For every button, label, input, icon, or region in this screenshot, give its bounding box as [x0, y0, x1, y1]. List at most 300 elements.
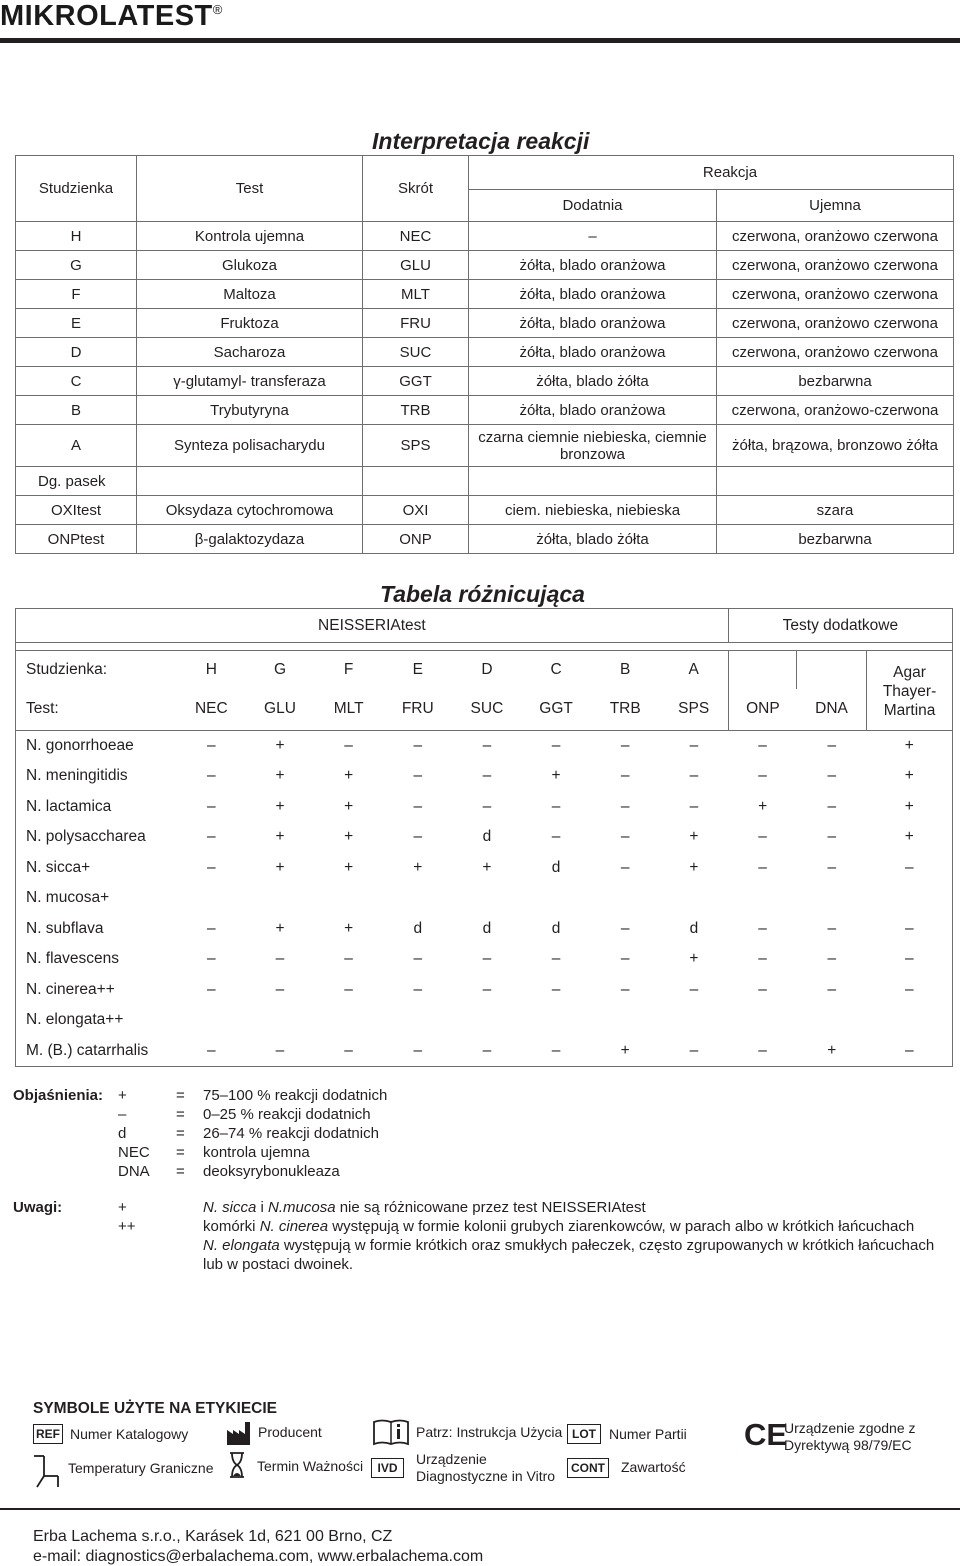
registered-mark: ® [212, 2, 223, 17]
result-cell: – [827, 919, 837, 937]
explanation-equals: = [176, 1106, 185, 1123]
result-cell: – [482, 980, 492, 998]
brand-logo [0, 0, 223, 33]
result-cell: – [314, 1036, 383, 1067]
table-row [16, 338, 954, 367]
note-symbol: ++ [118, 1218, 136, 1235]
result-cell [797, 883, 867, 914]
differentiation-title: Tabela różnicująca [380, 581, 585, 607]
organism-name: N. flavescens [16, 944, 178, 975]
result-cell: – [758, 828, 767, 846]
cell-test: Synteza polisacharydu [137, 425, 363, 467]
organism-name: N. meningitidis [16, 761, 178, 792]
result-cell: – [413, 980, 423, 998]
dg-strip-label: Dg. pasek [16, 467, 137, 496]
header-negative: Ujemna [717, 190, 954, 222]
contents-label: Zawartość [621, 1459, 686, 1475]
result-cell: – [551, 950, 561, 968]
note-text: występują w formie kolonii grubych ziarenkowców, w parach albo w krótkich łańcuchach [328, 1218, 915, 1235]
result-cell: d [551, 858, 561, 876]
company-contact: e-mail: diagnostics@erbalachema.com, www.erbalachema.com [33, 1548, 484, 1565]
result-cell: – [867, 975, 953, 1006]
result-cell: + [867, 822, 953, 853]
explanation-text: kontrola ujemna [203, 1144, 310, 1161]
result-cell: – [620, 858, 630, 876]
cell-well: H [16, 222, 137, 251]
cell-abbr: ONP [363, 525, 469, 554]
cell-negative: czerwona, oranżowo-czerwona [717, 396, 954, 425]
ce-mark-icon: CE [744, 1417, 788, 1452]
explanations-label: Objaśnienia: [13, 1087, 104, 1104]
result-cell: – [551, 828, 561, 846]
cell-positive: żółta, blado oranżowa [469, 309, 717, 338]
cell-well: A [16, 425, 137, 467]
header-abbr: Skrót [363, 156, 469, 222]
cell-well: E [16, 309, 137, 338]
result-cell: – [758, 919, 767, 937]
result-cell: – [207, 980, 216, 998]
result-cell: – [827, 980, 837, 998]
well-cell: C [521, 651, 591, 689]
result-cell: – [620, 737, 630, 754]
result-cell [797, 1005, 867, 1036]
cell-well: ONPtest [16, 525, 137, 554]
table-row [16, 761, 953, 792]
result-cell: – [620, 797, 630, 815]
header-well: Studzienka [16, 156, 137, 222]
well-cell: H [177, 651, 246, 689]
cell-abbr: TRB [363, 396, 469, 425]
result-cell: + [344, 767, 354, 785]
table-row [16, 914, 953, 945]
cell-positive: ciem. niebieska, niebieska [469, 496, 717, 525]
cell-test: Maltoza [137, 280, 363, 309]
cell-negative: bezbarwna [717, 367, 954, 396]
result-cell: – [275, 980, 285, 998]
lot-label: Numer Partii [609, 1426, 687, 1442]
explanation-row [13, 1162, 387, 1181]
explanation-symbol: – [118, 1106, 127, 1123]
result-cell: + [275, 828, 285, 846]
extra-tests-group: Testy dodatkowe [728, 609, 952, 643]
cell-test: β-galaktozydaza [137, 525, 363, 554]
instructions-label: Patrz: Instrukcja Użycia [416, 1424, 563, 1440]
result-cell: – [344, 737, 353, 754]
header-positive: Dodatnia [469, 190, 717, 222]
result-cell: + [344, 797, 354, 815]
test-cell: MLT [314, 689, 383, 731]
result-cell: + [275, 797, 285, 815]
cell-positive: żółta, blado żółta [469, 367, 717, 396]
organism-name: N. lactamica [16, 792, 178, 823]
explanation-symbol: d [118, 1125, 127, 1142]
well-cell: G [246, 651, 315, 689]
result-cell [521, 1005, 591, 1036]
result-cell: – [827, 950, 837, 968]
test-cell: GLU [246, 689, 315, 731]
ref-label: Numer Katalogowy [70, 1426, 189, 1442]
result-cell [867, 1005, 953, 1036]
result-cell: – [551, 737, 561, 754]
result-cell: + [482, 858, 492, 876]
result-cell: – [413, 828, 423, 846]
result-cell [177, 883, 246, 914]
explanations [13, 1086, 387, 1181]
note-species: N. cinerea [259, 1218, 329, 1235]
result-cell: + [275, 858, 285, 876]
table-row [16, 822, 953, 853]
table-row [16, 1036, 953, 1067]
cell-abbr: GLU [363, 251, 469, 280]
test-row-label: Test: [16, 689, 178, 731]
result-cell: + [413, 858, 423, 876]
cell-negative: czerwona, oranżowo czerwona [717, 280, 954, 309]
table-row [16, 425, 954, 467]
result-cell: + [797, 1036, 867, 1067]
result-cell: – [482, 797, 492, 815]
result-cell: – [620, 950, 630, 968]
result-cell: – [867, 853, 953, 884]
table-row [16, 251, 954, 280]
cell-negative: bezbarwna [717, 525, 954, 554]
organism-name: N. cinerea++ [16, 975, 178, 1006]
organism-name: N. subflava [16, 914, 178, 945]
result-cell: – [689, 767, 699, 785]
note-species: N. elongata [203, 1237, 280, 1254]
result-cell: – [758, 737, 767, 754]
note-text: i [256, 1199, 269, 1216]
cell-abbr: GGT [363, 367, 469, 396]
note-row [13, 1217, 958, 1236]
well-cell: F [314, 651, 383, 689]
table-row [16, 792, 953, 823]
result-cell: – [482, 737, 492, 754]
table-row [16, 944, 953, 975]
result-cell: – [758, 980, 767, 998]
result-cell: + [591, 1036, 660, 1067]
book-info-icon [372, 1418, 410, 1446]
well-row-label: Studzienka: [16, 651, 178, 689]
explanation-row [13, 1124, 387, 1143]
cell-positive: – [469, 222, 717, 251]
explanation-text: deoksyrybonukleaza [203, 1163, 340, 1180]
result-cell: – [689, 797, 699, 815]
explanation-equals: = [176, 1144, 185, 1161]
result-cell [246, 883, 315, 914]
note-text: komórki [203, 1218, 260, 1235]
explanation-text: 26–74 % reakcji dodatnich [203, 1125, 379, 1142]
header-test: Test [137, 156, 363, 222]
result-cell: – [620, 767, 630, 785]
well-cell: D [453, 651, 522, 689]
explanation-equals: = [176, 1125, 185, 1142]
test-cell: SPS [660, 689, 729, 731]
result-cell [591, 883, 660, 914]
result-cell: – [275, 950, 285, 968]
result-cell: d [482, 828, 492, 846]
neisseria-test-group: NEISSERIAtest [16, 609, 729, 643]
table-row [16, 222, 954, 251]
cell-test: Trybutyryna [137, 396, 363, 425]
cell-test: Sacharoza [137, 338, 363, 367]
table-row [16, 467, 954, 496]
result-cell: – [620, 919, 630, 937]
ce-label: Urządzenie zgodne z Dyrektywą 98/79/EC [784, 1420, 916, 1453]
test-cell: SUC [453, 689, 522, 731]
differentiation-table [15, 608, 953, 1067]
explanation-symbol: NEC [118, 1144, 150, 1161]
cell-abbr: NEC [363, 222, 469, 251]
result-cell: – [620, 980, 630, 998]
result-cell: d [689, 919, 699, 937]
result-cell: – [207, 919, 216, 937]
result-cell [453, 1005, 522, 1036]
result-cell [246, 1005, 315, 1036]
notes [13, 1198, 958, 1274]
result-cell: – [660, 1036, 729, 1067]
interpretation-title: Interpretacja reakcji [372, 128, 590, 154]
cell-negative: czerwona, oranżowo czerwona [717, 251, 954, 280]
company-address: Erba Lachema s.r.o., Karásek 1d, 621 00 Brno, CZ [33, 1528, 393, 1545]
table-row [16, 525, 954, 554]
table-row [16, 1005, 953, 1036]
cell-test: Oksydaza cytochromowa [137, 496, 363, 525]
table-row [16, 731, 953, 762]
result-cell: – [620, 828, 630, 846]
note-species: N.mucosa [268, 1199, 336, 1216]
result-cell: – [867, 944, 953, 975]
cell-abbr: SUC [363, 338, 469, 367]
explanation-symbol: DNA [118, 1163, 150, 1180]
ivd-symbol: IVD [371, 1458, 404, 1478]
cell-positive: żółta, blado oranżowa [469, 251, 717, 280]
result-cell: + [867, 792, 953, 823]
result-cell [383, 1005, 453, 1036]
result-cell: + [275, 737, 285, 754]
cell-negative: czerwona, oranżowo czerwona [717, 309, 954, 338]
test-cell: NEC [177, 689, 246, 731]
cell-well: D [16, 338, 137, 367]
result-cell: + [275, 767, 285, 785]
cell-negative: żółta, brązowa, bronzowo żółta [717, 425, 954, 467]
result-cell [314, 883, 383, 914]
result-cell: – [827, 828, 837, 846]
well-cell: E [383, 651, 453, 689]
result-cell: – [827, 797, 837, 815]
cell-abbr: MLT [363, 280, 469, 309]
result-cell: – [867, 1036, 953, 1067]
cell-test: γ-glutamyl- transferaza [137, 367, 363, 396]
cell-positive: żółta, blado oranżowa [469, 396, 717, 425]
table-row [16, 496, 954, 525]
result-cell [591, 1005, 660, 1036]
note-symbol: + [118, 1199, 127, 1216]
brand-name: MIKROLATEST [0, 0, 213, 32]
well-cell: B [591, 651, 660, 689]
result-cell: – [728, 1036, 797, 1067]
result-cell: – [827, 737, 837, 754]
result-cell: + [867, 761, 953, 792]
result-cell: + [275, 919, 285, 937]
result-cell [453, 883, 522, 914]
header-reaction: Reakcja [469, 156, 954, 190]
explanation-text: 0–25 % reakcji dodatnich [203, 1106, 371, 1123]
note-text: występują w formie krótkich oraz smukłych pałeczek, często zgrupowanych w krótkich łańcuchach lub w postaci dwoinek. [203, 1237, 935, 1273]
cell-positive: żółta, blado żółta [469, 525, 717, 554]
result-cell: – [344, 950, 353, 968]
explanation-equals: = [176, 1087, 185, 1104]
explanation-equals: = [176, 1163, 185, 1180]
organism-name: N. gonorrhoeae [16, 731, 178, 762]
factory-icon [226, 1420, 252, 1446]
cell-abbr: OXI [363, 496, 469, 525]
cell-positive: żółta, blado oranżowa [469, 280, 717, 309]
test-cell: ONP [728, 689, 797, 731]
result-cell: – [689, 980, 699, 998]
result-cell [383, 883, 453, 914]
agar-header: Agar Thayer-Martina [867, 651, 953, 731]
result-cell: – [689, 737, 699, 754]
result-cell: + [867, 731, 953, 762]
temperature-label: Temperatury Graniczne [68, 1460, 214, 1476]
result-cell [867, 883, 953, 914]
test-cell: GGT [521, 689, 591, 731]
table-row [16, 280, 954, 309]
result-cell: – [246, 1036, 315, 1067]
result-cell: – [482, 950, 492, 968]
result-cell [728, 1005, 797, 1036]
result-cell: d [551, 919, 561, 937]
result-cell: + [344, 858, 354, 876]
thermometer-icon [32, 1450, 60, 1488]
organism-name: M. (B.) catarrhalis [16, 1036, 178, 1067]
test-cell: FRU [383, 689, 453, 731]
result-cell: – [207, 767, 216, 785]
cell-test: Kontrola ujemna [137, 222, 363, 251]
explanation-row [13, 1105, 387, 1124]
result-cell: – [207, 797, 216, 815]
result-cell [728, 883, 797, 914]
result-cell: – [177, 1036, 246, 1067]
table-row [16, 883, 953, 914]
result-cell [660, 1005, 729, 1036]
result-cell: – [413, 767, 423, 785]
result-cell [177, 1005, 246, 1036]
lot-symbol: LOT [567, 1424, 601, 1444]
result-cell [521, 883, 591, 914]
organism-name: N. polysaccharea [16, 822, 178, 853]
result-cell: d [413, 919, 423, 937]
test-cell: TRB [591, 689, 660, 731]
result-cell [660, 883, 729, 914]
producer-label: Producent [258, 1424, 322, 1440]
symbols-title: SYMBOLE UŻYTE NA ETYKIECIE [33, 1400, 278, 1417]
result-cell: – [551, 797, 561, 815]
result-cell: – [827, 858, 837, 876]
table-row [16, 853, 953, 884]
organism-name: N. elongata++ [16, 1005, 178, 1036]
result-cell: – [453, 1036, 522, 1067]
result-cell: – [827, 767, 837, 785]
table-row [16, 309, 954, 338]
cell-well: G [16, 251, 137, 280]
result-cell: – [758, 767, 767, 785]
test-cell: DNA [797, 689, 867, 731]
cell-well: C [16, 367, 137, 396]
notes-label: Uwagi: [13, 1199, 63, 1216]
result-cell: – [207, 950, 216, 968]
hourglass-icon [228, 1451, 246, 1479]
cell-test: Glukoza [137, 251, 363, 280]
note-row [13, 1236, 958, 1274]
cell-well: B [16, 396, 137, 425]
cell-negative: czerwona, oranżowo czerwona [717, 222, 954, 251]
result-cell: – [383, 1036, 453, 1067]
result-cell: – [344, 980, 353, 998]
footer-divider [0, 1508, 960, 1510]
table-row [16, 367, 954, 396]
cell-abbr: FRU [363, 309, 469, 338]
organism-name: N. mucosa+ [16, 883, 178, 914]
expiry-label: Termin Ważności [257, 1458, 364, 1474]
cell-negative: czerwona, oranżowo czerwona [717, 338, 954, 367]
interpretation-table [15, 155, 954, 554]
explanation-text: 75–100 % reakcji dodatnich [203, 1087, 388, 1104]
result-cell: – [413, 797, 423, 815]
explanation-row [13, 1143, 387, 1162]
result-cell: – [551, 980, 561, 998]
cell-well: F [16, 280, 137, 309]
explanation-row [13, 1086, 387, 1105]
ref-symbol: REF [33, 1424, 63, 1444]
cell-positive: żółta, blado oranżowa [469, 338, 717, 367]
table-row [16, 975, 953, 1006]
result-cell: – [482, 767, 492, 785]
result-cell: + [344, 828, 354, 846]
organism-name: N. sicca+ [16, 853, 178, 884]
result-cell: d [482, 919, 492, 937]
result-cell: – [758, 950, 767, 968]
note-row [13, 1198, 958, 1217]
result-cell: + [689, 858, 699, 876]
cell-positive: czarna ciemnie niebieska, ciemnie bronzowa [469, 425, 717, 467]
result-cell: + [551, 767, 561, 785]
result-cell: – [521, 1036, 591, 1067]
ivd-label: Urządzenie Diagnostyczne in Vitro [416, 1451, 556, 1484]
result-cell: – [207, 858, 216, 876]
result-cell: + [689, 828, 699, 846]
result-cell: – [758, 858, 767, 876]
result-cell: – [413, 950, 423, 968]
result-cell: + [689, 950, 699, 968]
well-cell: A [660, 651, 729, 689]
explanation-symbol: + [118, 1087, 127, 1104]
header-divider [0, 38, 960, 43]
result-cell: – [867, 914, 953, 945]
cell-well: OXItest [16, 496, 137, 525]
note-text: nie są różnicowane przez test NEISSERIAtest [335, 1199, 646, 1216]
table-row [16, 396, 954, 425]
result-cell [314, 1005, 383, 1036]
result-cell: – [207, 828, 216, 846]
cell-abbr: SPS [363, 425, 469, 467]
note-species: N. sicca [203, 1199, 257, 1216]
result-cell: – [413, 737, 423, 754]
cont-symbol: CONT [567, 1458, 609, 1478]
result-cell: + [758, 797, 768, 815]
cell-test: Fruktoza [137, 309, 363, 338]
result-cell: + [344, 919, 354, 937]
